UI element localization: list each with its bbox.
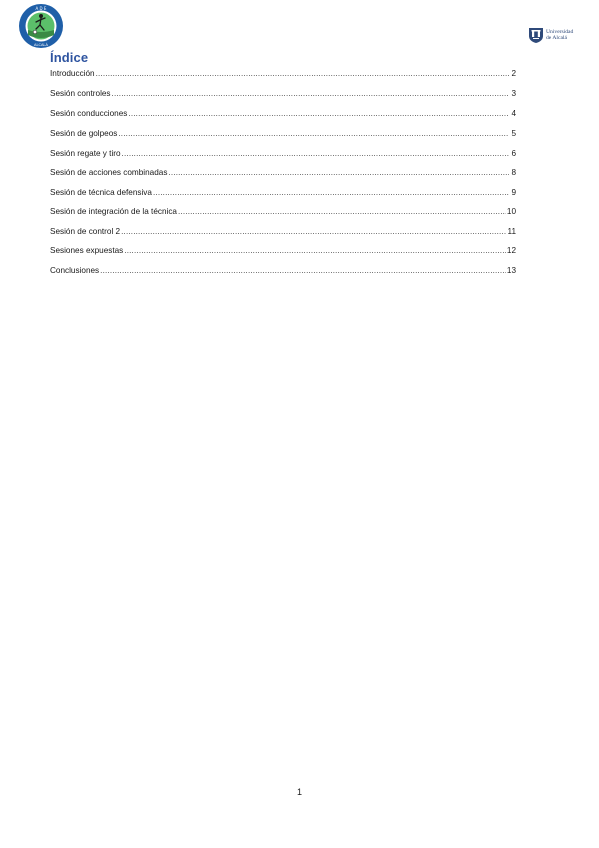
toc-leader-dots xyxy=(178,206,506,218)
toc-entry-controles[interactable] xyxy=(50,88,516,100)
toc-leader-dots xyxy=(168,167,509,179)
toc-entry-page: 11 xyxy=(507,227,516,236)
toc-leader-dots xyxy=(118,128,509,140)
toc-entry-golpeos[interactable] xyxy=(50,128,516,140)
university-name-line2: de Alcalá xyxy=(546,35,567,41)
toc-entry-conclusiones[interactable] xyxy=(50,265,516,277)
toc-entry-page: 10 xyxy=(506,207,516,216)
toc-entry-page: 9 xyxy=(511,188,516,197)
toc-leader-dots xyxy=(124,245,506,257)
toc-entry-label: Sesiones expuestas xyxy=(50,246,124,255)
toc-entry-introduccion[interactable] xyxy=(50,68,516,80)
toc-leader-dots xyxy=(122,148,509,160)
toc-leader-dots xyxy=(153,187,509,199)
toc-entry-page: 4 xyxy=(511,109,516,118)
svg-text:ALCALÁ: ALCALÁ xyxy=(34,43,48,47)
toc-entry-page: 13 xyxy=(506,266,516,275)
toc-entry-label: Sesión controles xyxy=(50,89,111,98)
toc-leader-dots xyxy=(96,68,509,80)
toc-entry-control-2[interactable] xyxy=(50,226,516,238)
toc-leader-dots xyxy=(100,265,506,277)
university-logo xyxy=(528,25,588,45)
toc-entry-sesiones-expuestas[interactable] xyxy=(50,245,516,257)
toc-leader-dots xyxy=(128,108,509,120)
toc-entry-label: Conclusiones xyxy=(50,266,100,275)
toc-entry-label: Sesión de acciones combinadas xyxy=(50,168,168,177)
toc-entry-label: Sesión de técnica defensiva xyxy=(50,188,152,197)
toc-entry-regate-tiro[interactable] xyxy=(50,148,516,160)
toc-entry-page: 5 xyxy=(511,129,516,138)
university-crest-icon xyxy=(528,26,544,44)
toc-entry-label: Sesión regate y tiro xyxy=(50,149,121,158)
toc-leader-dots xyxy=(121,226,506,238)
toc-entry-page: 12 xyxy=(506,246,516,255)
toc-entry-conducciones[interactable] xyxy=(50,108,516,120)
toc-leader-dots xyxy=(112,88,509,100)
page-number: 1 xyxy=(296,787,302,797)
toc-entry-label: Sesión de control 2 xyxy=(50,227,121,236)
toc-entry-integracion-tecnica[interactable] xyxy=(50,206,516,218)
svg-text:A D E: A D E xyxy=(35,6,47,12)
toc-entry-label: Sesión de golpeos xyxy=(50,129,118,138)
toc-entry-label: Sesión de integración de la técnica xyxy=(50,207,177,216)
toc-entry-label: Sesión conducciones xyxy=(50,109,128,118)
club-badge-icon xyxy=(18,3,64,49)
toc-entry-acciones-combinadas[interactable] xyxy=(50,167,516,179)
toc-entry-page: 3 xyxy=(511,89,516,98)
toc-entry-page: 6 xyxy=(511,149,516,158)
toc-entry-tecnica-defensiva[interactable] xyxy=(50,187,516,199)
university-name-line1: Universidad xyxy=(546,28,574,35)
toc-entry-label: Introducción xyxy=(50,69,95,78)
toc-entry-page: 8 xyxy=(511,168,516,177)
toc-title: Índice xyxy=(50,50,89,65)
toc-entry-page: 2 xyxy=(511,69,516,78)
